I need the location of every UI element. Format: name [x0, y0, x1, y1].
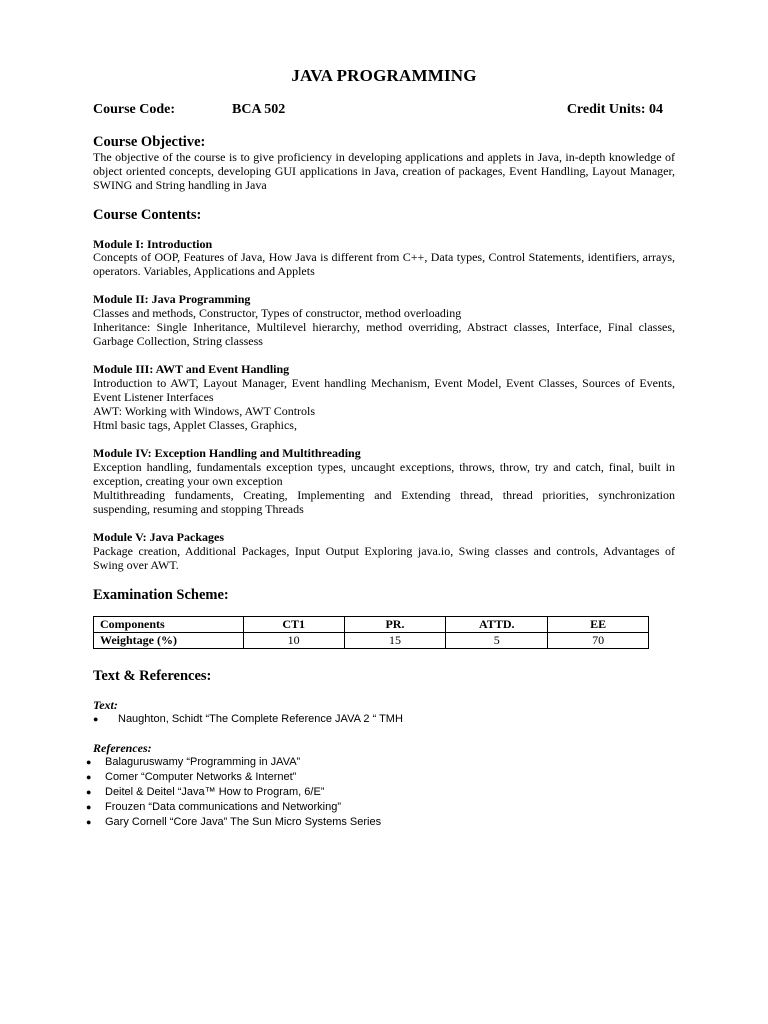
module-1-body — [93, 250, 675, 278]
table-header-cell: EE — [548, 617, 649, 633]
table-header-cell: CT1 — [243, 617, 344, 633]
bullet-icon: ● — [93, 714, 99, 724]
module-4-line: Exception handling, fundamentals exception types, uncaught exceptions, throws, throw, try and catch, final, built in exception, creating your own exception — [93, 460, 675, 488]
contents-heading: Course Contents: — [93, 207, 202, 223]
objective-heading: Course Objective: — [93, 134, 206, 150]
module-3-line: AWT: Working with Windows, AWT Controls — [93, 404, 316, 418]
module-4-body — [93, 460, 675, 516]
module-2-body — [93, 306, 675, 348]
table-cell: 5 — [446, 633, 548, 649]
module-2-line: Inheritance: Single Inheritance, Multilevel hierarchy, method overriding, Abstract classes, Interface, Final classes, Garbage Collection, String classess — [93, 320, 675, 348]
exam-heading: Examination Scheme: — [93, 587, 229, 603]
table-cell: 10 — [243, 633, 344, 649]
table-header-row — [94, 617, 649, 633]
bullet-icon: ● — [86, 802, 92, 812]
module-1-line: Concepts of OOP, Features of Java, How Java is different from C++, Data types, Control Statements, identifiers, arrays, operators. Variables, Applications and Applets — [93, 250, 675, 278]
module-5-title: Module V: Java Packages — [93, 530, 225, 544]
table-cell: Weightage (%) — [94, 633, 244, 649]
bullet-icon: ● — [86, 817, 92, 827]
module-5-line: Package creation, Additional Packages, Input Output Exploring java.io, Swing classes and controls, Advantages of Swing over AWT. — [93, 544, 675, 572]
table-cell: 70 — [548, 633, 649, 649]
references-heading: Text & References: — [93, 668, 212, 684]
module-2-line: Classes and methods, Constructor, Types of constructor, method overloading — [93, 306, 462, 320]
table-header-cell: Components — [94, 617, 244, 633]
course-code-value: BCA 502 — [232, 102, 286, 117]
bullet-icon: ● — [86, 772, 92, 782]
module-4-line: Multithreading fundaments, Creating, Implementing and Extending thread, thread priorities, synchronization suspending, resuming and stopping Threads — [93, 488, 675, 516]
module-3-line: Introduction to AWT, Layout Manager, Event handling Mechanism, Event Model, Event Classes, Sources of Events, Event Listener Interfaces — [93, 376, 675, 404]
objective-text: The objective of the course is to give proficiency in developing applications and applets in Java, in-depth knowledge of object oriented concepts, developing GUI applications in Java, creation of packages, Event Handling, Layout Manager, SWING and String handling in Java — [93, 150, 675, 192]
module-3-body — [93, 376, 675, 432]
table-header-cell: ATTD. — [446, 617, 548, 633]
module-1-title: Module I: Introduction — [93, 237, 213, 251]
table-cell: 15 — [344, 633, 446, 649]
module-4-title: Module IV: Exception Handling and Multithreading — [93, 446, 361, 460]
course-code-label: Course Code: — [93, 102, 176, 117]
table-header-cell: PR. — [344, 617, 446, 633]
module-3-line: Html basic tags, Applet Classes, Graphics, — [93, 418, 297, 432]
module-5-body — [93, 544, 675, 572]
references-label: References: — [93, 741, 152, 755]
module-2-title: Module II: Java Programming — [93, 292, 251, 306]
bullet-icon: ● — [86, 757, 92, 767]
bullet-icon: ● — [86, 787, 92, 797]
text-label: Text: — [93, 698, 118, 712]
table-row — [94, 633, 649, 649]
module-3-title: Module III: AWT and Event Handling — [93, 362, 290, 376]
credit-units: Credit Units: 04 — [566, 102, 663, 117]
page-title: JAVA PROGRAMMING — [291, 66, 477, 85]
exam-scheme-table — [93, 616, 649, 649]
